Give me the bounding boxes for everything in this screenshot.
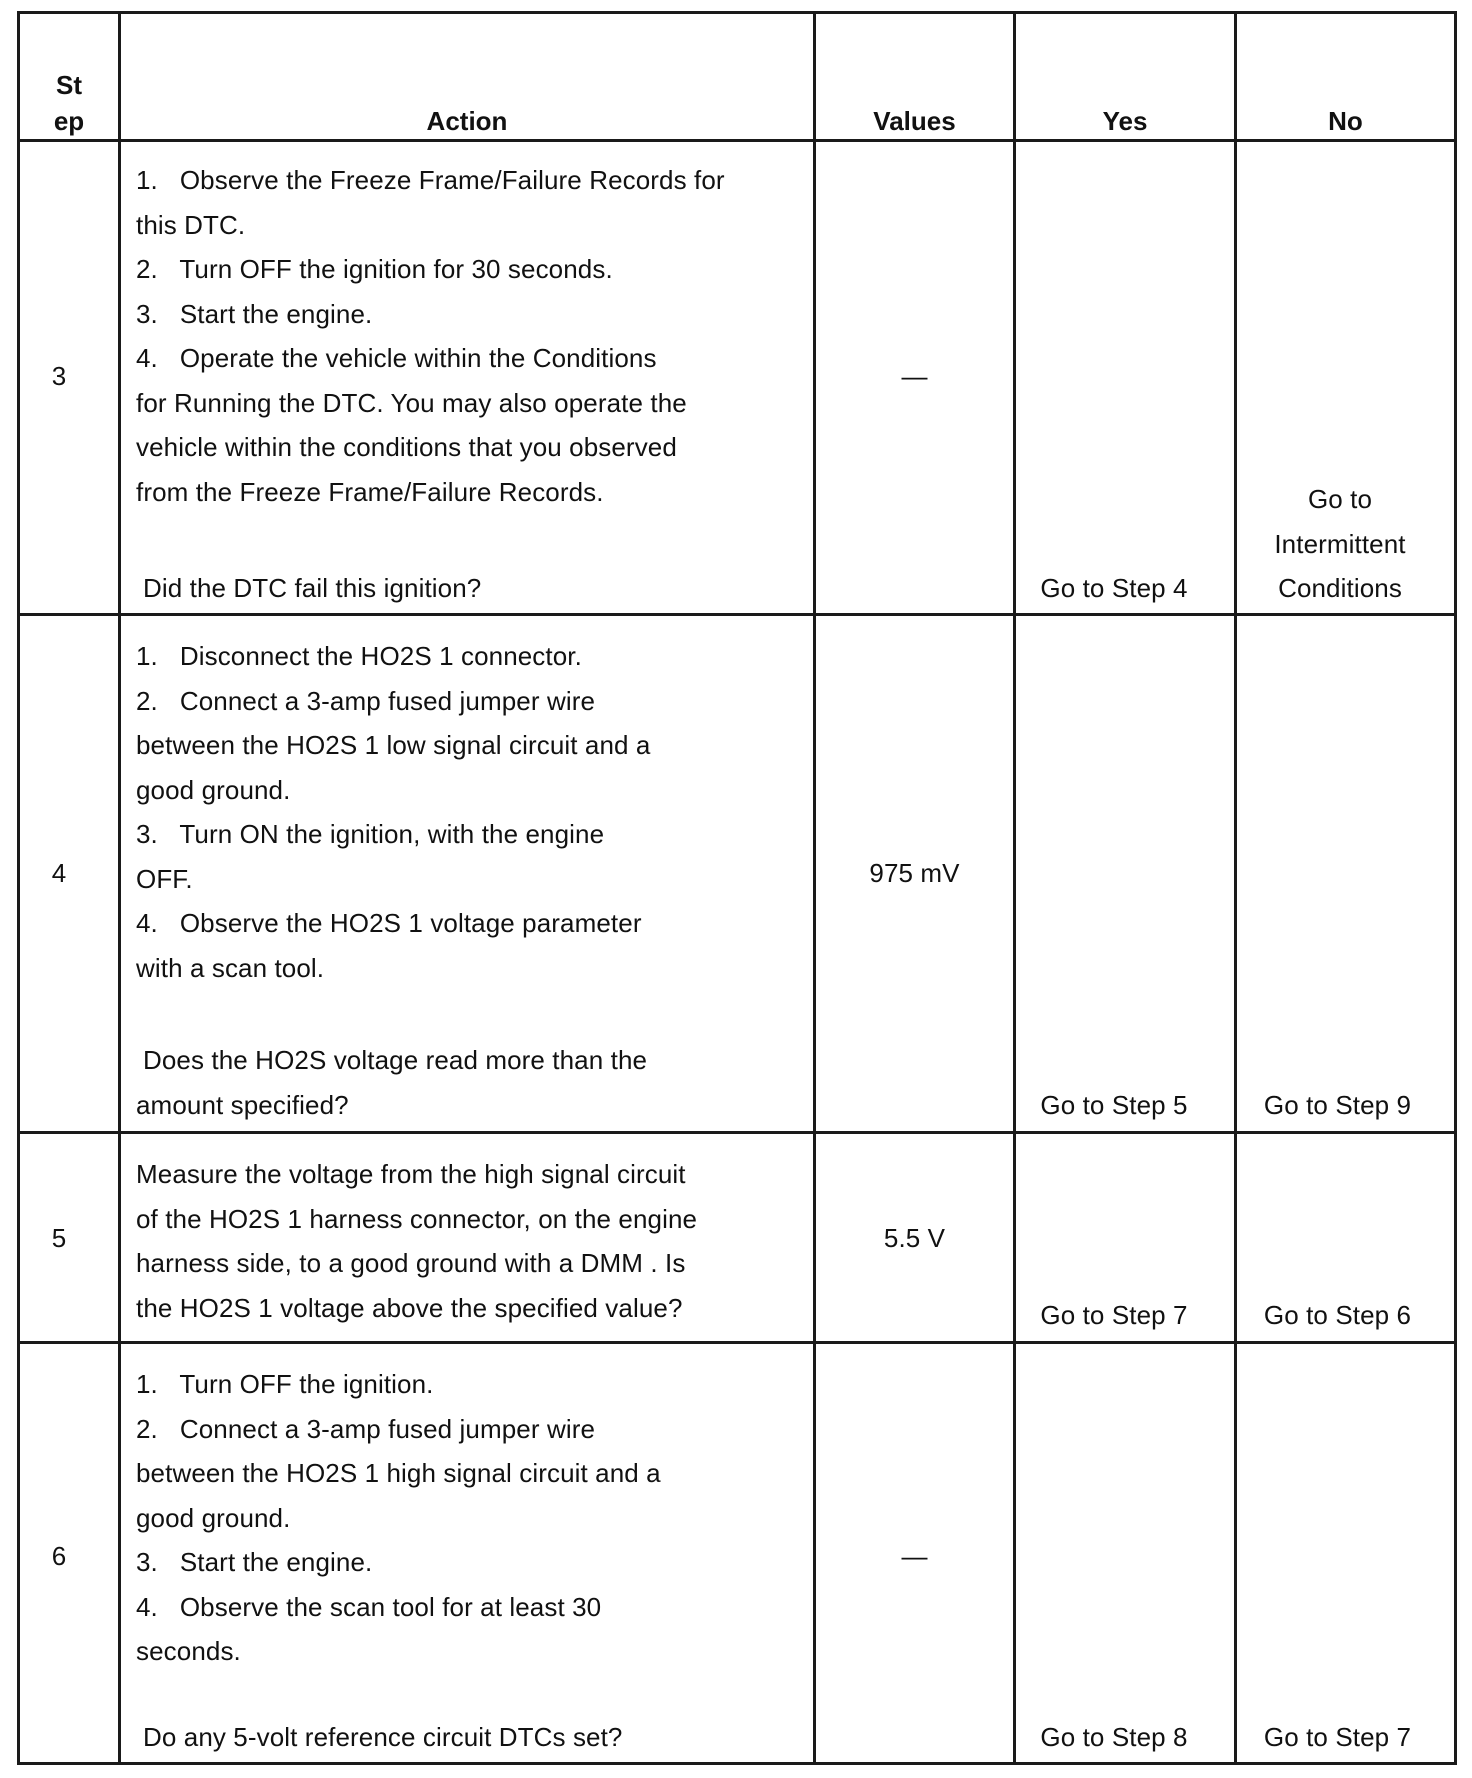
action-text [136,1152,697,1330]
action-text [136,158,725,514]
action-line: good ground. [136,774,291,805]
question-line: amount specified? [136,1089,349,1120]
action-line: from the Freeze Frame/Failure Records. [136,476,604,507]
step-number: 5 [51,1223,67,1253]
no-cell: Go to Step 6 [1263,1300,1412,1330]
action-text [136,634,650,990]
question-line: Does the HO2S voltage read more than the [143,1045,648,1075]
step-number: 3 [51,361,67,391]
action-line: with a scan tool. [136,952,325,983]
action-line: between the HO2S 1 low signal circuit and a [136,730,651,760]
row-divider [17,1341,1457,1344]
yes-cell: Go to Step 5 [1040,1090,1188,1120]
header-no: No [1328,106,1363,136]
step-number: 4 [51,858,67,888]
action-line: 3. Turn ON the ignition, with the engine [136,819,605,849]
action-line: Measure the voltage from the high signal circuit [136,1159,686,1189]
value-cell: 975 mV [869,858,960,888]
action-line: OFF. [136,863,193,894]
action-question: Did the DTC fail this ignition? [143,573,482,603]
action-line: 1. Turn OFF the ignition. [136,1369,434,1399]
action-line: 3. Start the engine. [136,1547,373,1577]
step-number: 6 [51,1541,67,1571]
column-divider [118,11,121,1765]
yes-cell: Go to Step 8 [1040,1722,1188,1752]
action-question [136,1038,647,1127]
no-line: Go to [1307,484,1373,514]
action-line: seconds. [136,1636,241,1666]
action-line: harness side, to a good ground with a DMM . Is [136,1248,686,1278]
table-border-right [1454,11,1457,1765]
table-border-bottom [17,1762,1457,1765]
header-step-line: ep [53,106,85,136]
action-text [136,1362,661,1674]
column-divider [1234,11,1237,1765]
table-border-top [17,11,1457,14]
column-divider [1013,11,1016,1765]
no-line: Intermittent [1274,528,1406,559]
action-line: for Running the DTC. You may also operate the [136,387,687,418]
action-line: 3. Start the engine. [136,298,373,329]
row-divider [17,139,1457,142]
row-divider [17,613,1457,616]
header-values: Values [873,106,956,136]
no-cell: Go to Step 9 [1263,1090,1412,1120]
action-line: between the HO2S 1 high signal circuit and a [136,1458,661,1488]
action-line: 2. Turn OFF the ignition for 30 seconds. [136,254,613,284]
value-cell: — [901,1541,928,1571]
action-line: 2. Connect a 3-amp fused jumper wire [136,1413,596,1444]
yes-cell: Go to Step 7 [1040,1300,1188,1330]
row-divider [17,1131,1457,1134]
action-line: vehicle within the conditions that you observed [136,432,677,462]
value-cell: 5.5 V [883,1223,946,1253]
action-question: Do any 5-volt reference circuit DTCs set? [143,1722,623,1752]
action-line: 4. Observe the HO2S 1 voltage parameter [136,908,642,938]
no-cell: Go to Step 7 [1263,1722,1412,1752]
header-step [20,67,118,139]
action-line: 4. Observe the scan tool for at least 30 [136,1591,602,1622]
action-line: 4. Operate the vehicle within the Conditions [136,343,657,373]
no-cell [1237,477,1443,611]
value-cell: — [901,361,928,391]
action-line: this DTC. [136,209,246,240]
action-line: the HO2S 1 voltage above the specified value? [136,1292,683,1323]
action-line: 1. Observe the Freeze Frame/Failure Records for [136,165,725,195]
action-line: of the HO2S 1 harness connector, on the engine [136,1203,698,1234]
header-action: Action [426,106,508,136]
yes-cell: Go to Step 4 [1040,573,1188,603]
diagnostic-table [17,11,1457,1765]
no-line: Conditions [1278,573,1402,603]
header-yes: Yes [1102,106,1148,136]
action-line: 2. Connect a 3-amp fused jumper wire [136,685,596,716]
action-line: 1. Disconnect the HO2S 1 connector. [136,641,582,671]
header-step-line: St [56,70,82,100]
action-line: good ground. [136,1502,291,1533]
